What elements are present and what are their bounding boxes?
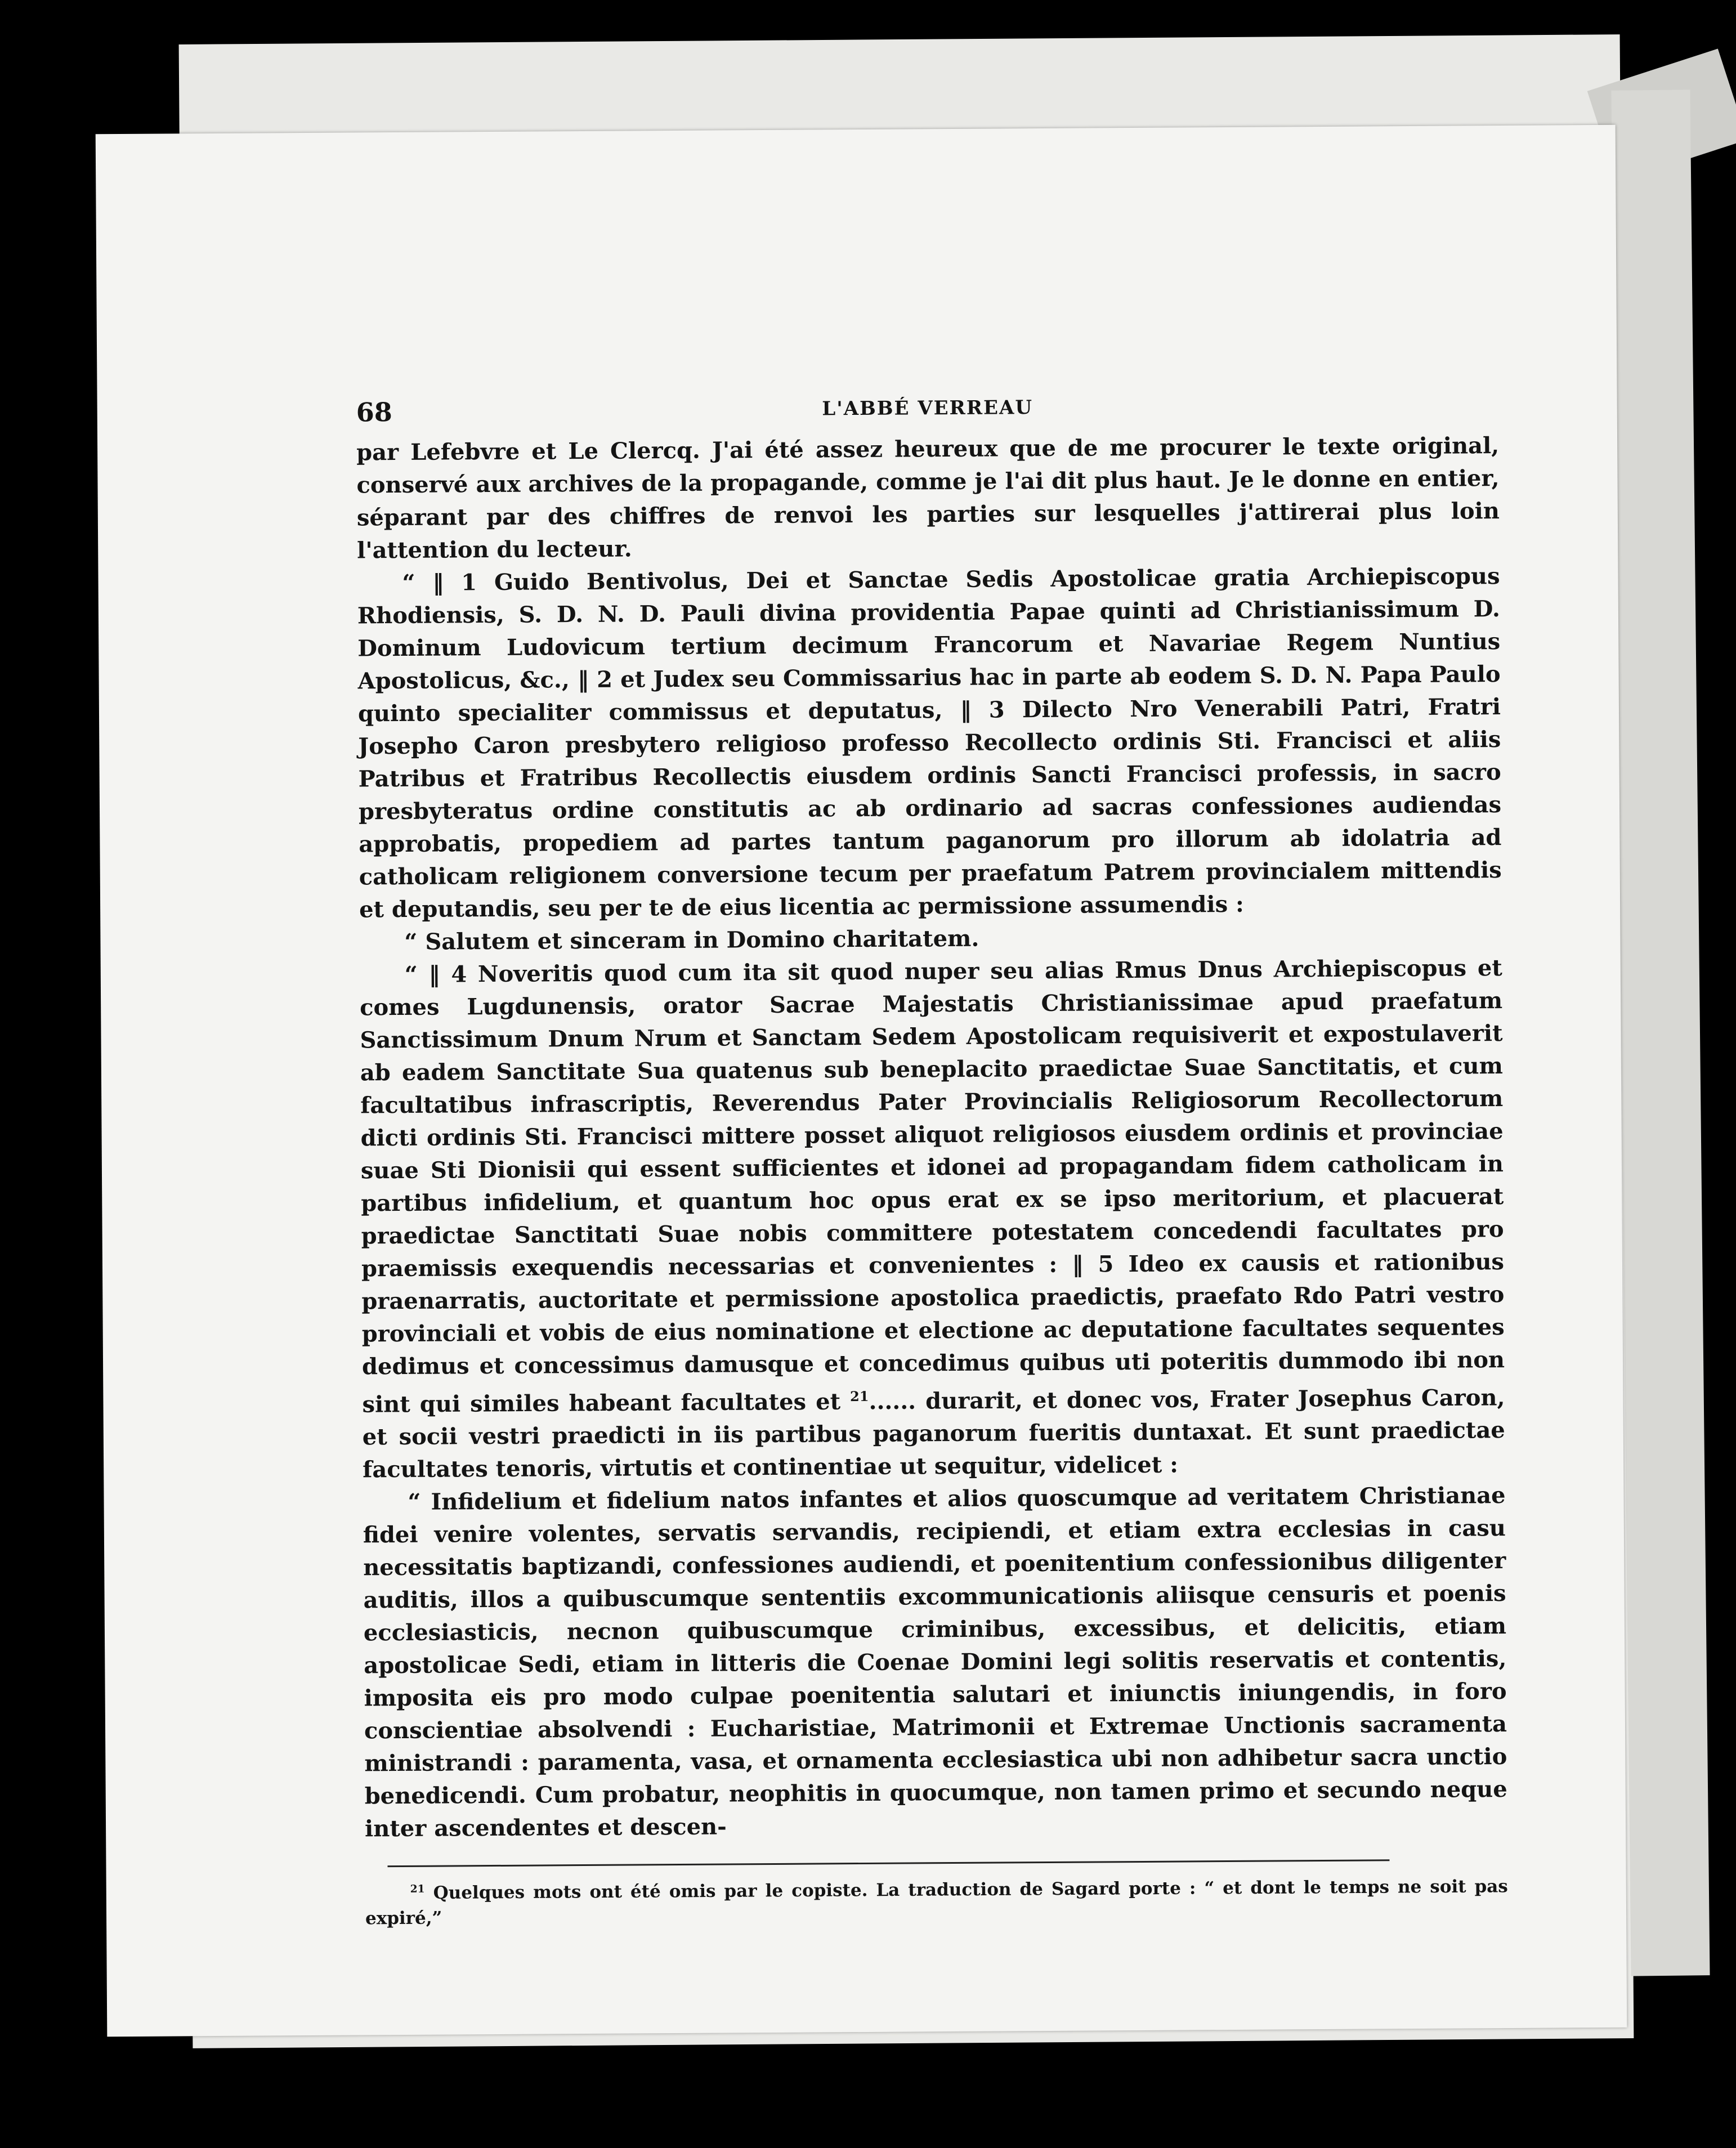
paragraph-noveritis-text: “ ‖ 4 Noveritis quod cum ita sit quod nuper seu alias Rmus Dnus Archiepiscopus et comes Lugdunensis, orator Sacrae Majestatis Christianissimae apud praefatum Sanctissimum Dnum Nrum et Sanctam Sedem Apostolicam requisiverit et expostulaverit ab eadem Sanctitate Sua quatenus sub beneplacito praedictae Suae Sanctitatis, et cum facultatibus infrascriptis, Reverendus Pater Provincialis Religiosorum Recollectorum dicti ordinis Sti. Francisci mittere posset aliquot religiosos eiusdem ordinis et provinciae suae Sti Dionisii qui essent sufficientes et idonei ad propagandam fidem catholicam in partibus infidelium, et quantum hoc opus erat ex se ipso meritorium, et placuerat praedictae Sanctitati Suae nobis committere potestatem concedendi facultates pro praemissis exequendis necessarias et convenientes : ‖ 5 Ideo ex causis et rationibus praenarratis, auctoritate et permissione apostolica praedictis, praefato Rdo Patri vestro provinciali et vobis de eius nominatione et electione ac deputatione facultates sequentes dedimus et concessimus damusque et concedimus quibus uti poteritis dummodo ibi non sint qui similes habeant facultates et bbox=[360, 955, 1505, 1418]
paragraph-facultates: “ Infidelium et fidelium natos infantes et alios quoscumque ad veritatem Christianae fidei venire volentes, servatis servandis, recipiendi, et etiam extra ecclesias in casu necessitatis baptizandi, confessiones audiendi, et poenitentium confessionibus diligenter auditis, illos a quibuscumque sententiis excommunicationis aliisque censuris et poenis ecclesiasticis, necnon quibuscumque criminibus, excessibus, et delicitis, etiam apostolicae Sedi, etiam in litteris die Coenae Domini legi solitis reservatis et contentis, imposita eis pro modo culpae poenitentia salutari et iniunctis iniungendis, in foro conscientiae absolvendi : Eucharistiae, Matrimonii et Extremae Unctionis sacramenta ministrandi : paramenta, vasa, et ornamenta ecclesiastica ubi non adhibetur sacra unctio benedicendi. Cum probatur, neophitis in quocumque, non tamen primo et secundo neque inter ascendentes et descen- bbox=[363, 1482, 1507, 1842]
page-number: 68 bbox=[356, 397, 392, 428]
running-head: L'ABBÉ VERREAU bbox=[822, 396, 1033, 420]
paragraph-intro: par Lefebvre et Le Clercq. J'ai été assez heureux que de me procurer le texte original, conservé aux archives de la propagande, comme je l'ai dit plus haut. Je le donne en entier, séparant par des chiffres de renvoi les parties sur lesquelles j'attirerai plus loin l'attention du lecteur. bbox=[356, 432, 1500, 564]
paragraph-noveritis bbox=[360, 952, 1506, 1487]
footnote-number: 21 bbox=[410, 1883, 425, 1896]
body-text bbox=[356, 429, 1507, 1846]
ellipsis: ...... bbox=[869, 1388, 916, 1415]
footnote-reference: 21 bbox=[850, 1388, 869, 1405]
paragraph-salutem: “ Salutem et sinceram in Domino charitatem. bbox=[404, 925, 979, 955]
paragraph-salutation-address: “ ‖ 1 Guido Bentivolus, Dei et Sanctae Sedis Apostolicae gratia Archiepiscopus Rhodiensis, S. D. N. D. Pauli divina providentia Papae quinti ad Christianissimum D. Dominum Ludovicum tertium decimum Francorum et Navariae Regem Nuntius Apostolicus, &c., ‖ 2 et Judex seu Commissarius hac in parte ab eodem S. D. N. Papa Paulo quinto specialiter commissus et deputatus, ‖ 3 Dilecto Nro Venerabili Patri, Fratri Josepho Caron presbytero religioso professo Recollecto ordinis Sti. Francisci et aliis Patribus et Fratribus Recollectis eiusdem ordinis Sancti Francisci professis, in sacro presbyteratus ordine constitutis ac ab ordinario ad sacras confessiones audiendas approbatis, propediem ad partes tantum paganorum pro illorum ab idolatria ad catholicam religionem conversione tecum per praefatum Patrem provincialem mittendis et deputandis, seu per te de eius licentia ac permissione assumendis : bbox=[357, 563, 1502, 923]
footnote-text: Quelques mots ont été omis par le copiste. La traduction de Sagard porte : “ et dont le temps ne soit pas expiré,” bbox=[365, 1876, 1508, 1929]
page-header bbox=[356, 390, 1499, 436]
footnote bbox=[365, 1870, 1509, 1931]
paragraph-durarit: durarit, et donec vos, Frater Josephus Caron, et socii vestri praedicti in iis partibus paganorum fueritis duntaxat. Et sunt praedictae facultates tenoris, virtutis et continentiae ut sequitur, videlicet : bbox=[362, 1384, 1505, 1483]
footnote-divider bbox=[388, 1860, 1390, 1868]
book-page bbox=[96, 125, 1627, 2037]
page-text bbox=[356, 390, 1509, 1931]
